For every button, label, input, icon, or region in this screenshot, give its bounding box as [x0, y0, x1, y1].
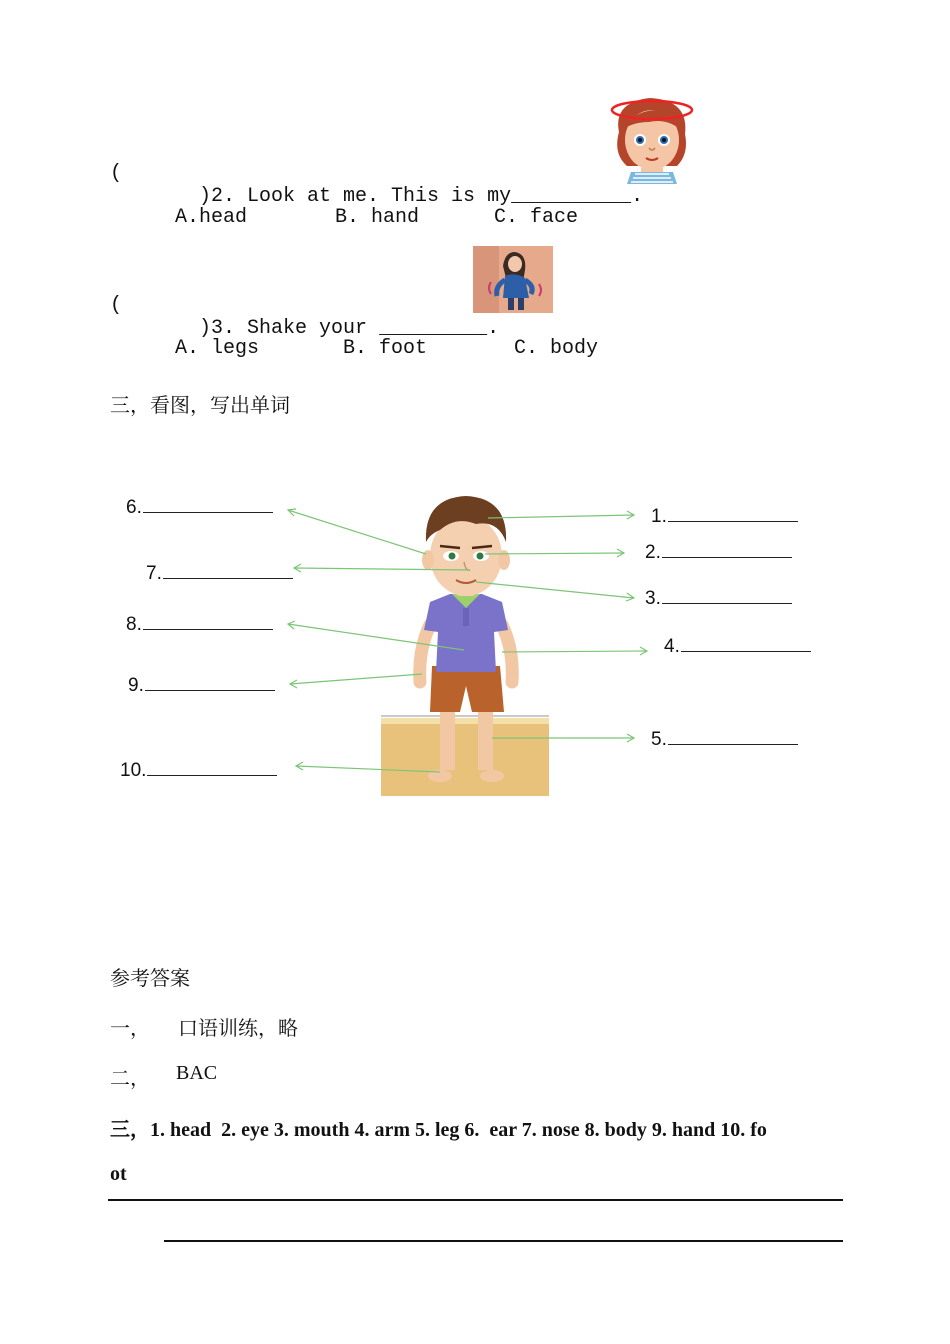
q3-period: .: [487, 317, 500, 340]
answer-line-3: [110, 1113, 767, 1142]
q3-question: [175, 294, 499, 340]
label-6[interactable]: [126, 496, 273, 519]
q2-stem: )2. Look at me. This is my: [199, 185, 512, 208]
q2-paren: (: [110, 162, 123, 185]
q2-question: [175, 162, 643, 208]
q3-blank[interactable]: _________: [379, 317, 488, 340]
q2-option-b[interactable]: B. hand: [335, 206, 420, 229]
answer-line-2-text: BAC: [176, 1062, 218, 1084]
answer-line-1-text: 口语训练，略: [178, 1016, 298, 1040]
q2-period: .: [631, 185, 644, 208]
section-3-heading: 三，看图，写出单词: [110, 393, 290, 417]
q3-option-c[interactable]: C. body: [514, 337, 599, 360]
answer-line-3-text: 1. head 2. eye 3. mouth 4. arm 5. leg 6. ear 7. nose 8. body 9. hand 10. fo: [150, 1119, 767, 1141]
bottom-rule-2: [164, 1240, 843, 1242]
answer-key-heading: 参考答案: [110, 966, 190, 990]
label-2[interactable]: [645, 541, 792, 564]
q2-option-a[interactable]: A.head: [175, 206, 248, 229]
answer-line-2-label: 二，: [110, 1066, 150, 1090]
answer-line-3-label: 三，: [110, 1119, 150, 1141]
label-5[interactable]: [651, 728, 798, 751]
label-4-number: 4.: [664, 636, 680, 657]
label-8[interactable]: [126, 613, 273, 636]
label-9[interactable]: [128, 674, 275, 697]
label-6-number: 6.: [126, 497, 142, 518]
answer-line-1-label: 一，: [110, 1016, 150, 1040]
label-7-number: 7.: [146, 563, 162, 584]
q2-option-c[interactable]: C. face: [494, 206, 579, 229]
girl-head-illustration: [605, 92, 700, 184]
boy-body-diagram: [280, 490, 660, 800]
floor-block: [381, 718, 549, 796]
label-10[interactable]: [120, 759, 277, 782]
bottom-rule-1: [108, 1199, 843, 1201]
label-2-number: 2.: [645, 542, 661, 563]
q3-stem: )3. Shake your: [199, 317, 368, 340]
q2-blank[interactable]: __________: [511, 185, 632, 208]
label-1-number: 1.: [651, 506, 667, 527]
label-5-number: 5.: [651, 729, 667, 750]
label-4[interactable]: [664, 635, 811, 658]
q3-option-a[interactable]: A. legs: [175, 337, 260, 360]
label-3-number: 3.: [645, 588, 661, 609]
answer-line-3-continuation: ot: [110, 1163, 127, 1185]
label-7[interactable]: [146, 562, 293, 585]
label-10-number: 10.: [120, 760, 147, 781]
label-3[interactable]: [645, 587, 792, 610]
label-8-number: 8.: [126, 614, 142, 635]
q3-paren: (: [110, 294, 123, 317]
label-1[interactable]: [651, 505, 798, 528]
q3-option-b[interactable]: B. foot: [343, 337, 428, 360]
label-9-number: 9.: [128, 675, 144, 696]
